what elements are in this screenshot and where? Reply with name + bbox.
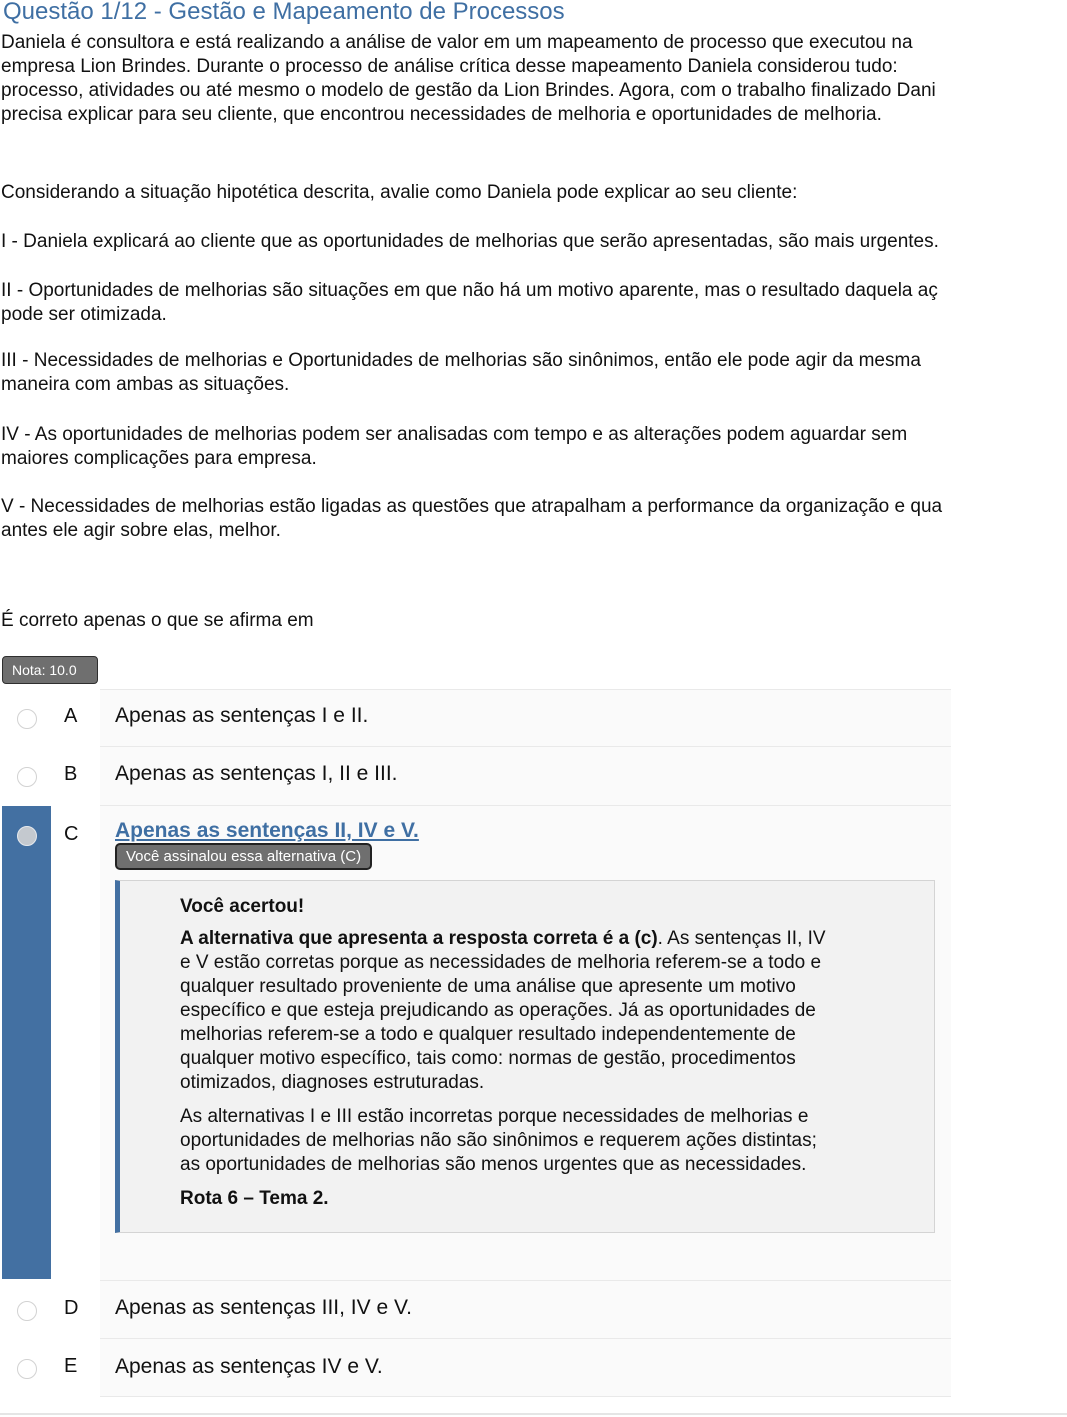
- option-e-letter: E: [64, 1355, 78, 1377]
- option-b-radio[interactable]: [17, 767, 37, 787]
- feedback-answer-bold: A alternativa que apresenta a resposta correta é a (c): [180, 928, 658, 949]
- statement-line: antes ele agir sobre elas, melhor.: [1, 520, 281, 541]
- option-d-text[interactable]: Apenas as sentenças III, IV e V.: [115, 1296, 412, 1319]
- option-d-radio[interactable]: [17, 1301, 37, 1321]
- feedback-line: as oportunidades de melhorias são menos urgentes que as necessidades.: [180, 1154, 807, 1175]
- statement-line: maneira com ambas as situações.: [1, 374, 290, 395]
- option-b-letter: B: [64, 763, 78, 785]
- feedback-title: Você acertou!: [180, 896, 305, 917]
- feedback-line: melhorias referem-se a todo e qualquer resultado independentemente de: [180, 1024, 796, 1045]
- statement-line: II - Oportunidades de melhorias são situações em que não há um motivo aparente, mas o resultado daquela aç: [1, 280, 938, 301]
- divider: [0, 1413, 1067, 1415]
- option-a-radio[interactable]: [17, 709, 37, 729]
- feedback-paragraph-2: [180, 1105, 918, 1177]
- option-b-text[interactable]: Apenas as sentenças I, II e III.: [115, 762, 398, 785]
- grade-badge: Nota: 10.0: [2, 656, 98, 684]
- option-d-letter: D: [64, 1297, 79, 1319]
- feedback-reference: Rota 6 – Tema 2.: [180, 1188, 329, 1209]
- option-a-text[interactable]: Apenas as sentenças I e II.: [115, 704, 369, 727]
- option-c-text[interactable]: Apenas as sentenças II, IV e V.: [115, 819, 419, 842]
- option-a-letter: A: [64, 705, 78, 727]
- statement-line: pode ser otimizada.: [1, 304, 167, 325]
- statement-1: [1, 230, 1067, 254]
- selected-indicator-bar: [2, 806, 51, 1279]
- feedback-line: específico e que esteja prejudicando as operações. Já as oportunidades de: [180, 1000, 816, 1021]
- feedback-line: As alternativas I e III estão incorretas porque necessidades de melhorias e: [180, 1106, 809, 1127]
- feedback-line: e V estão corretas porque as necessidades de melhoria referem-se a todo e: [180, 952, 822, 973]
- statement-5: [1, 495, 1067, 543]
- intro-line: Daniela é consultora e está realizando a análise de valor em um mapeamento de processo que executou na: [1, 32, 913, 53]
- intro-line: empresa Lion Brindes. Durante o processo de análise crítica desse mapeamento Daniela considerou tudo:: [1, 56, 898, 77]
- statement-3: [1, 349, 1067, 397]
- statement-line: III - Necessidades de melhorias e Oportunidades de melhorias são sinônimos, então ele pode agir da mesma: [1, 350, 921, 371]
- statement-4: [1, 423, 1067, 471]
- statement-line: IV - As oportunidades de melhorias podem ser analisadas com tempo e as alterações podem aguardar sem: [1, 424, 908, 445]
- statement-2: [1, 279, 1067, 327]
- statement-line: V - Necessidades de melhorias estão ligadas as questões que atrapalham a performance da organização e qua: [1, 496, 943, 517]
- option-e-text[interactable]: Apenas as sentenças IV e V.: [115, 1355, 383, 1378]
- feedback-line: qualquer resultado proveniente de uma análise que apresente um motivo: [180, 976, 796, 997]
- question-ask: É correto apenas o que se afirma em: [1, 610, 314, 631]
- feedback-line: oportunidades de melhorias não são sinônimos e requerem ações distintas;: [180, 1130, 817, 1151]
- intro-line: precisa explicar para seu cliente, que encontrou necessidades de melhoria e oportunidades de melhoria.: [1, 104, 882, 125]
- feedback-paragraph-1: [180, 927, 918, 1095]
- feedback-line: . As sentenças II, IV: [657, 928, 826, 949]
- statement-line: I - Daniela explicará ao cliente que as oportunidades de melhorias que serão apresentadas, são mais urgentes.: [1, 231, 939, 252]
- option-c-letter: C: [64, 823, 79, 845]
- question-prompt: Considerando a situação hipotética descrita, avalie como Daniela pode explicar ao seu cliente:: [1, 182, 798, 203]
- intro-line: processo, atividades ou até mesmo o modelo de gestão da Lion Brindes. Agora, com o trabalho finalizado Dani: [1, 80, 936, 101]
- feedback-line: otimizados, diagnoses estruturadas.: [180, 1072, 485, 1093]
- feedback-panel: [115, 880, 935, 1233]
- statement-line: maiores complicações para empresa.: [1, 448, 317, 469]
- question-intro: [1, 31, 1067, 127]
- feedback-line: qualquer motivo específico, tais como: normas de gestão, procedimentos: [180, 1048, 796, 1069]
- selected-answer-tag: Você assinalou essa alternativa (C): [115, 843, 372, 870]
- option-c-radio[interactable]: [17, 826, 37, 846]
- question-title: Questão 1/12 - Gestão e Mapeamento de Processos: [3, 0, 565, 25]
- option-e-radio[interactable]: [17, 1359, 37, 1379]
